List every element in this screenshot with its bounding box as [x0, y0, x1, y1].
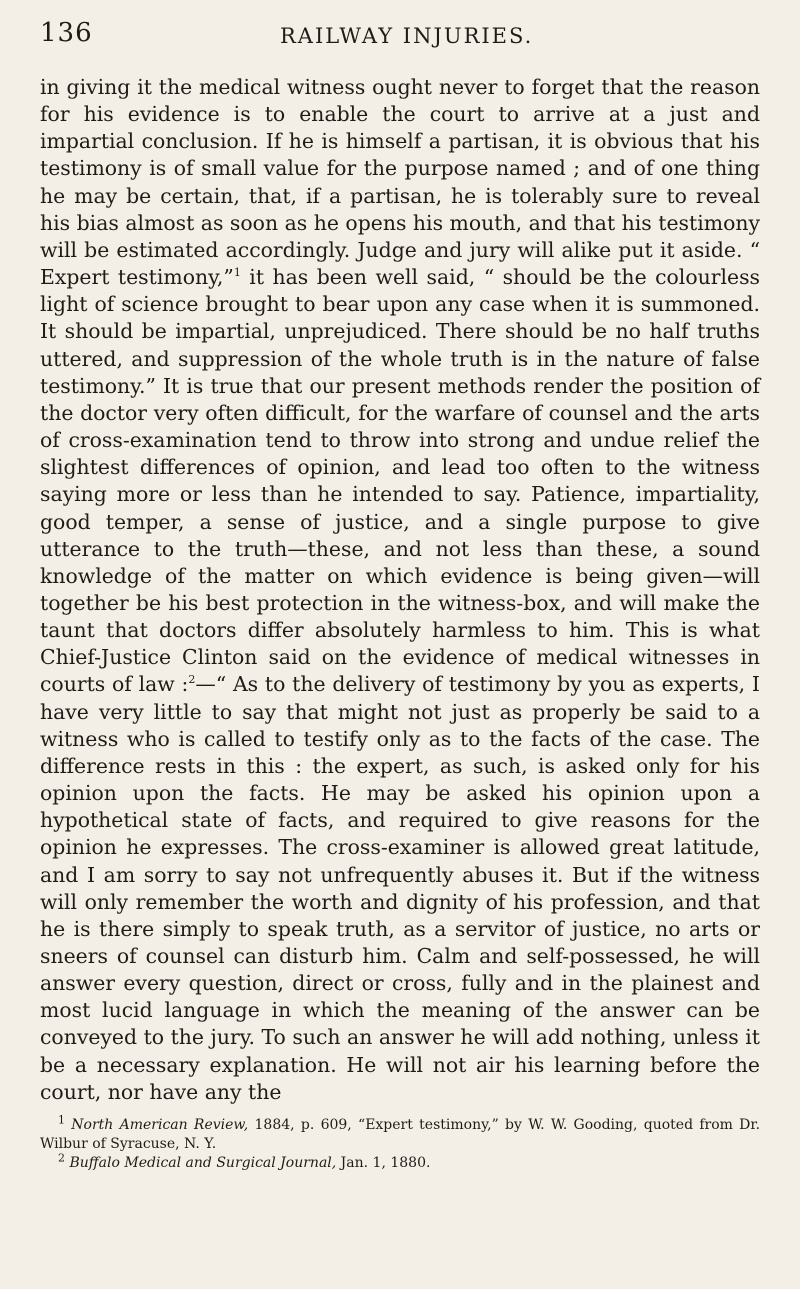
footnote-text: Jan. 1, 1880.: [336, 1154, 431, 1171]
body-text-part-3: —“ As to the delivery of testimony by you as experts, I have very little to say that might not just as properly be said to a witness who is called to testify only as to the facts of the case. The difference rests in this : the expert, as such, is asked only for his opinion upon the facts. He may be asked his opinion upon a hypothetical state of facts, and required to give reasons for the opinion he expresses. The cross-examiner is allowed great latitude, and I am sorry to say not unfrequently abuses it. But if the witness will only remember the worth and dignity of his profession, and that he is there simply to speak truth, as a servitor of justice, no arts or sneers of counsel can disturb him. Calm and self-possessed, he will answer every question, direct or cross, fully and in the plainest and most lucid language in which the meaning of the answer can be conveyed to the jury. To such an answer he will add nothing, unless it be a necessary explanation. He will not air his learning before the court, nor have any the: [40, 672, 760, 1104]
body-text-part-2: it has been well said, “ should be the colourless light of science brought to bear upon any case when it is summoned. It should be impartial, unprejudiced. There should be no half truths uttered, and suppression of the whole truth is in the nature of false testimony.” It is true that our present methods render the position of the doctor very often difficult, for the warfare of counsel and the arts of cross-examination tend to throw into strong and undue relief the slightest differences of opinion, and lead too often to the witness saying more or less than he intended to say. Patience, impartiality, good temper, a sense of justice, and a single purpose to give utterance to the truth—these, and not less than these, a sound knowledge of the matter on which evidence is being given—will together be his best protection in the witness-box, and will make the taunt that doctors differ absolutely harmless to him. This is what Chief-Justice Clinton said on the evidence of medical witnesses in courts of law :: [40, 265, 760, 697]
body-text-part-1: in giving it the medical witness ought never to forget that the reason for his evidence is to enable the court to arrive at a just and impartial conclusion. If he is himself a partisan, it is obvious that his testimony is of small value for the purpose named ; and of one thing he may be certain, that, if a partisan, he is tolerably sure to reveal his bias almost as soon as he opens his mouth, and that his testimony will be estimated accordingly. Judge and jury will alike put it aside. “ Expert testimony,”: [40, 75, 760, 290]
footnote-marker: 1: [58, 1113, 65, 1127]
footnote-text: 1884, p. 609, “Expert testimony,” by W. W. Gooding, quoted from Dr. Wilbur of Syracuse, N. Y.: [40, 1116, 761, 1152]
body-paragraph: [40, 74, 760, 1106]
running-title: RAILWAY INJURIES.: [280, 24, 534, 48]
footnote-marker: 2: [58, 1151, 65, 1165]
footnotes: [40, 1113, 761, 1173]
footnote-ref-1: 1: [233, 266, 241, 280]
footnote-source: North American Review,: [71, 1116, 249, 1133]
footnote-1: [40, 1113, 761, 1154]
page-number: 136: [40, 18, 93, 48]
footnote-2: [40, 1151, 760, 1173]
footnote-ref-2: 2: [188, 673, 196, 687]
running-head: [40, 18, 760, 58]
footnote-source: Buffalo Medical and Surgical Journal,: [69, 1154, 337, 1171]
book-page: [40, 18, 760, 1173]
